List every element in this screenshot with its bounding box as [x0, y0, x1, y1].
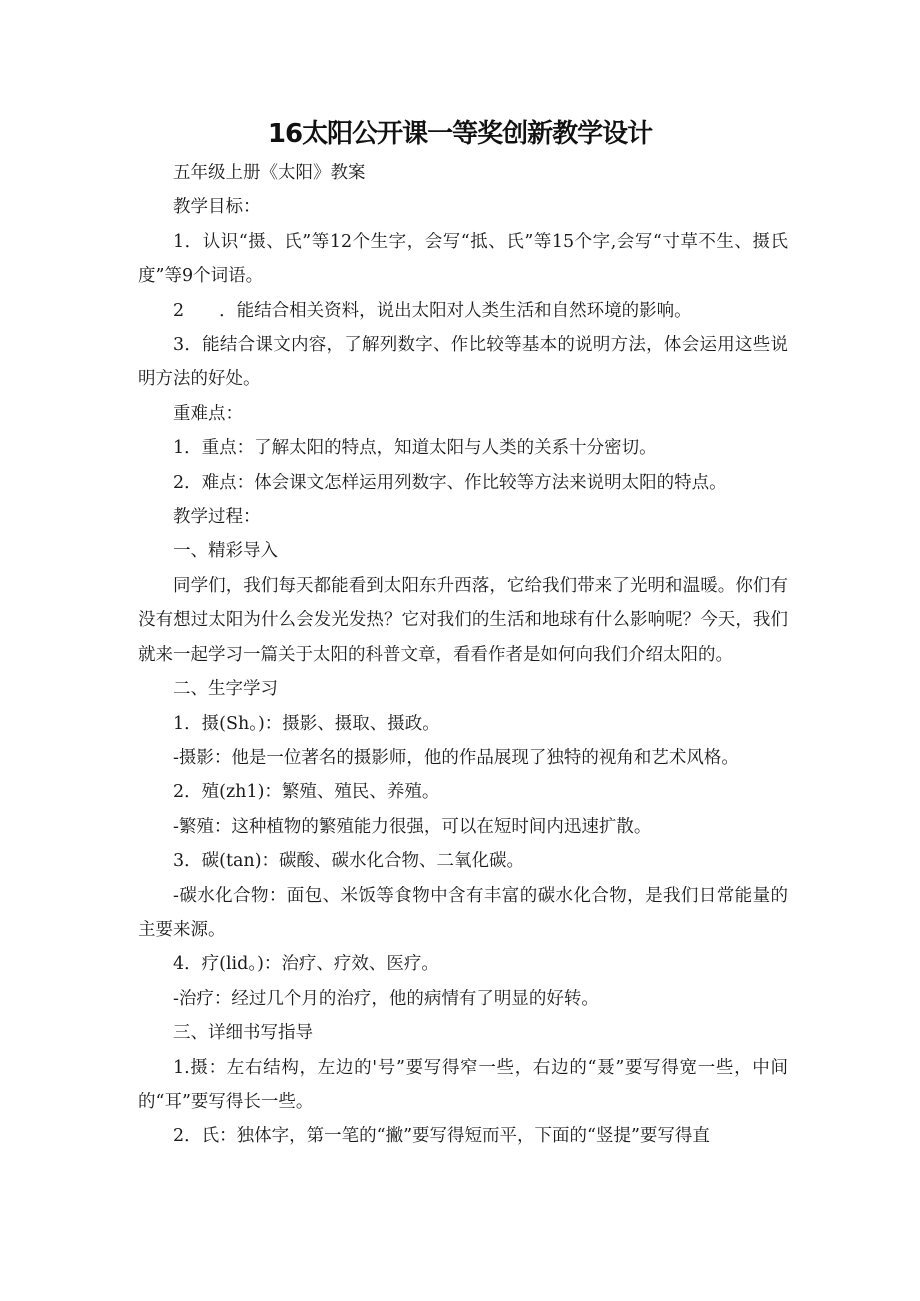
paragraph-char-2: 2．殖(zh1)：繁殖、殖民、养殖。 [173, 782, 440, 803]
paragraph-char-4: 4．疗(lid。)：治疗、疗效、医疗。 [173, 954, 439, 975]
paragraph-objectives-heading: 教学目标： [173, 197, 261, 218]
paragraph-difficult-point: 2．难点：体会课文怎样运用列数字、作比较等方法来说明太阳的特点。 [173, 472, 727, 493]
paragraph-key-points-heading: 重难点： [173, 403, 243, 424]
paragraph-grade-heading: 五年级上册《太阳》教案 [173, 163, 366, 183]
paragraph-section-writing-heading: 三、详细书写指导 [173, 1023, 313, 1044]
paragraph-objective-2: 2 ．能结合相关资料，说出太阳对人类生活和自然环境的影响。 [173, 300, 692, 321]
paragraph-section-intro-heading: 一、精彩导入 [173, 541, 278, 562]
paragraph-char-1-example: -摄影：他是一位著名的摄影师，他的作品展现了独特的视角和艺术风格。 [173, 747, 739, 768]
paragraph-char-1: 1．摄(Sh。)：摄影、摄取、摄政。 [173, 713, 440, 734]
paragraph-char-3-example: -碳水化合物：面包、米饭等食物中含有丰富的碳水化合物，是我们日常能量的主要来源。 [138, 885, 788, 940]
paragraph-char-2-example: -繁殖：这种植物的繁殖能力很强，可以在短时间内迅速扩散。 [173, 816, 652, 837]
paragraph-objective-3: 3．能结合课文内容，了解列数字、作比较等基本的说明方法，体会运用这些说明方法的好处。 [138, 335, 788, 390]
paragraph-writing-1: 1.摄：左右结构，左边的'号”要写得窄一些，右边的“聂”要写得宽一些，中间的“耳”要写得长一些。 [138, 1057, 788, 1112]
document-title: 16太阳公开课一等奖创新教学设计 [267, 119, 653, 149]
paragraph-process-heading: 教学过程： [173, 507, 261, 528]
paragraph-char-3: 3．碳(tan)：碳酸、碳水化合物、二氧化碳。 [173, 851, 525, 872]
paragraph-objective-1: 1．认识“摄、氏”等12个生字，会写“抵、氏”等15个字,会写“寸草不生、摄氏度”等9个词语。 [138, 231, 788, 287]
paragraph-key-point: 1．重点：了解太阳的特点，知道太阳与人类的关系十分密切。 [173, 438, 657, 459]
paragraph-intro-text: 同学们，我们每天都能看到太阳东升西落，它给我们带来了光明和温暖。你们有没有想过太阳为什么会发光发热？它对我们的生活和地球有什么影响呢？今天，我们就来一起学习一篇关于太阳的科普文章，看看作者是如何向我们介绍太阳的。 [138, 575, 788, 665]
document-body [138, 156, 788, 1154]
paragraph-section-characters-heading: 二、生字学习 [173, 679, 278, 700]
paragraph-char-4-example: -治疗：经过几个月的治疗，他的病情有了明显的好转。 [173, 988, 599, 1009]
paragraph-writing-2: 2．氏：独体字，第一笔的“撇”要写得短而平，下面的“竖提”要写得直 [173, 1126, 710, 1147]
